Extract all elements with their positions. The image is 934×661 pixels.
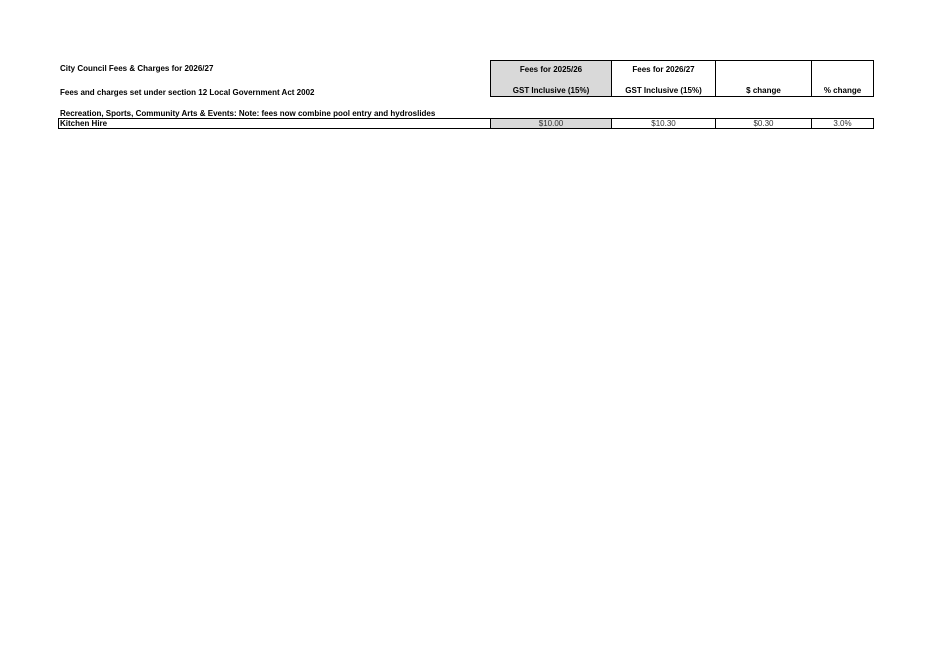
header-fees-2025-26-title: Fees for 2025/26: [519, 65, 583, 74]
header-dollar-change-label: $ change: [746, 86, 781, 95]
cell-fee-2026-27: $10.30: [611, 118, 716, 129]
header-dollar-change: [715, 60, 812, 97]
cell-percent-change: 3.0%: [811, 118, 874, 129]
header-fees-2025-26-gst: GST Inclusive (15%): [512, 86, 590, 95]
table-row-label: Kitchen Hire: [58, 118, 491, 129]
cell-fee-2025-26: $10.00: [490, 118, 612, 129]
header-fees-2026-27: [611, 60, 716, 97]
header-fees-2026-27-title: Fees for 2026/27: [632, 65, 695, 74]
document-subtitle: Fees and charges set under section 12 Local Government Act 2002: [60, 88, 315, 97]
header-percent-change-label: % change: [823, 86, 862, 95]
cell-dollar-change: $0.30: [715, 118, 812, 129]
header-fees-2025-26: [490, 60, 612, 97]
document-title: City Council Fees & Charges for 2026/27: [60, 64, 214, 73]
header-percent-change: [811, 60, 874, 97]
section-heading: Recreation, Sports, Community Arts & Events: Note: fees now combine pool entry and hydroslides: [60, 109, 436, 118]
header-fees-2026-27-gst: GST Inclusive (15%): [625, 86, 702, 95]
